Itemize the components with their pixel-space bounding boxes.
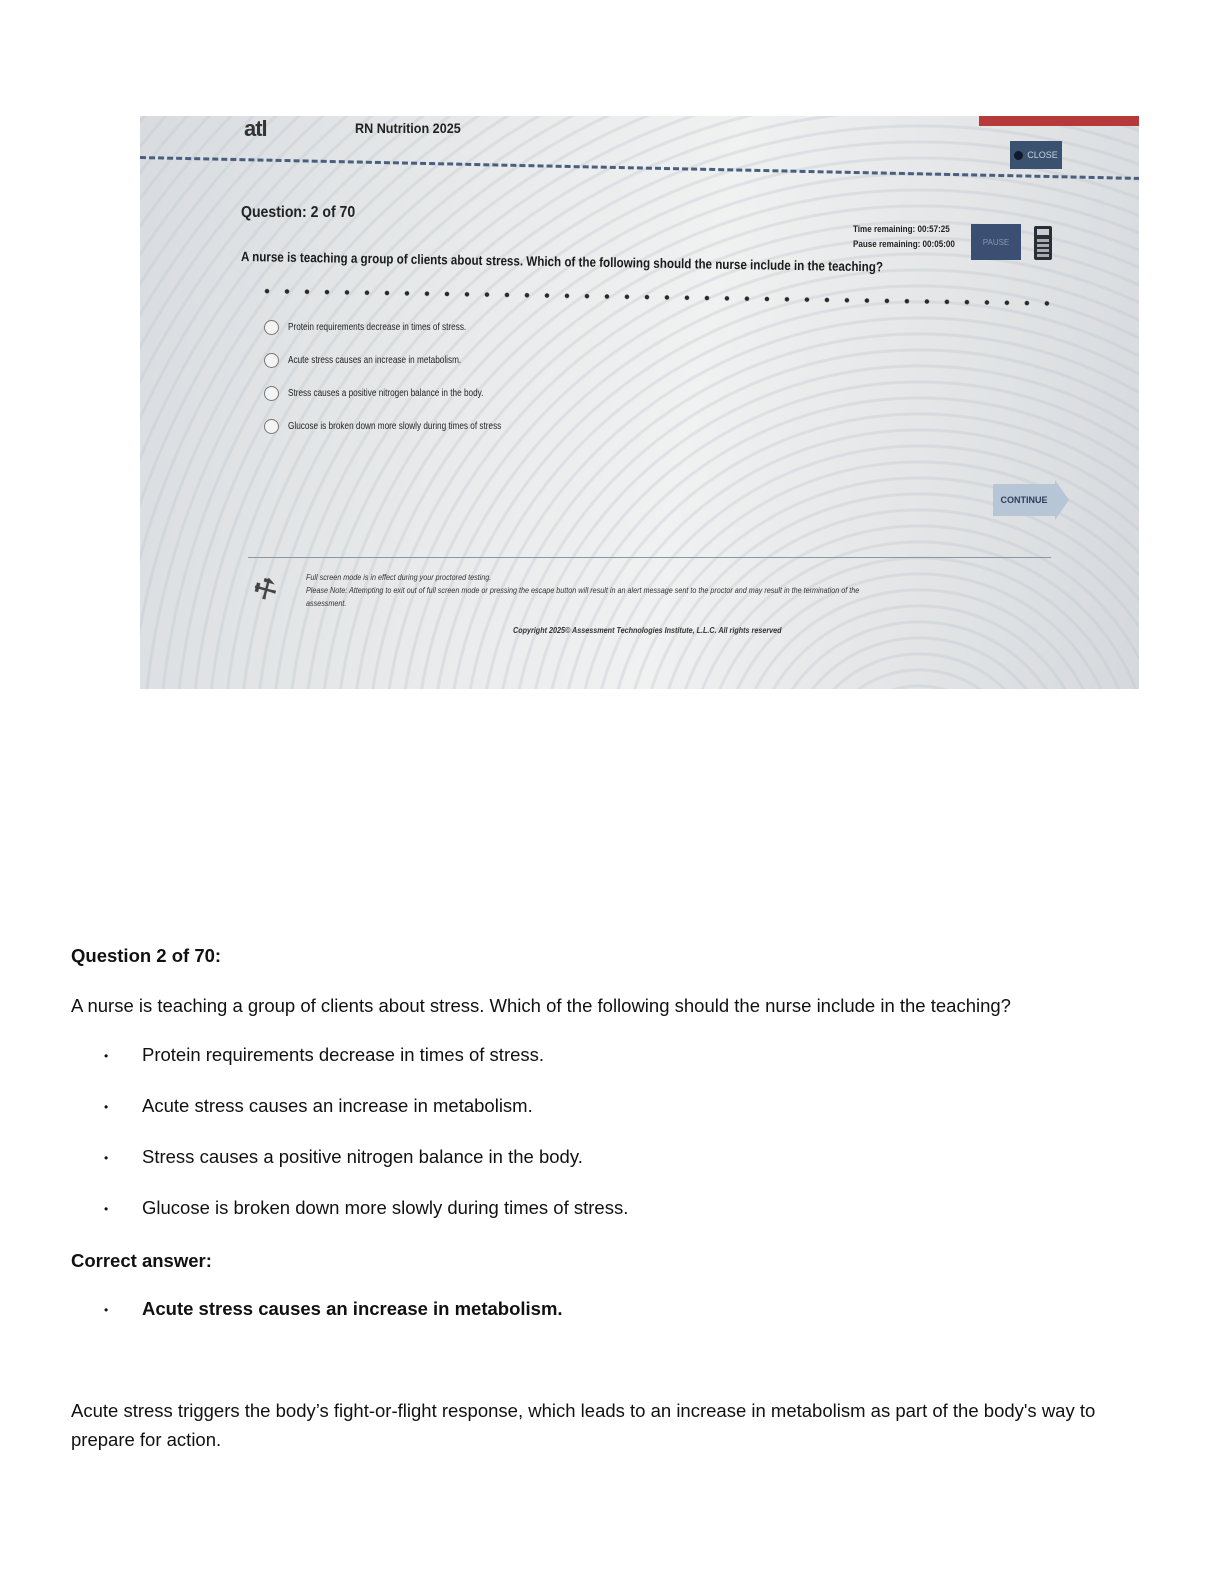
continue-button[interactable]: CONTINUE [993, 484, 1055, 516]
bullet: • [104, 1100, 109, 1114]
notice-line: Please Note: Attempting to exit out of full screen mode or pressing the escape button will result in an alert message sent to the proctor and may result in the termination of the [306, 586, 860, 595]
exam-title: RN Nutrition 2025 [355, 120, 461, 136]
option-label: Stress causes a positive nitrogen balance in the body. [288, 388, 484, 399]
bullet: • [104, 1202, 109, 1216]
bullet: • [104, 1303, 109, 1317]
correct-answer-heading: Correct answer: [71, 1250, 212, 1271]
option-text: Protein requirements decrease in times of stress. [142, 1044, 545, 1065]
dotted-separator [257, 287, 1057, 308]
list-item [104, 1197, 628, 1248]
time-remaining: Time remaining: 00:57:25 [853, 224, 950, 235]
close-icon [1014, 151, 1023, 160]
option-label: Protein requirements decrease in times of stress. [288, 322, 467, 333]
correct-answer-list [104, 1298, 563, 1322]
answer-option[interactable] [264, 311, 548, 344]
answer-option[interactable] [264, 410, 548, 443]
notice-line: assessment. [306, 599, 347, 608]
question-counter: Question: 2 of 70 [241, 204, 356, 221]
exam-screenshot-photo [140, 116, 1139, 689]
timers [853, 222, 955, 252]
list-item [104, 1146, 628, 1197]
option-label: Glucose is broken down more slowly during times of stress [288, 421, 502, 432]
option-text: Acute stress causes an increase in metabolism. [142, 1095, 533, 1116]
option-text: Glucose is broken down more slowly during times of stress. [142, 1197, 629, 1218]
bullet: • [104, 1049, 109, 1063]
answer-option[interactable] [264, 344, 548, 377]
continue-arrow-icon[interactable] [1055, 480, 1069, 520]
question-text: A nurse is teaching a group of clients about stress. Which of the following should the nurse include in the teaching? [71, 995, 1011, 1016]
copyright: Copyright 2025© Assessment Technologies Institute, L.L.C. All rights reserved [513, 626, 782, 635]
close-button-label: CLOSE [1027, 150, 1058, 160]
explanation-text: Acute stress triggers the body’s fight-or-flight response, which leads to an increase in metabolism as part of the body's way to prepare for action. [71, 1400, 1096, 1450]
radio-button[interactable] [264, 320, 279, 335]
ati-logo: atl [244, 116, 267, 141]
radio-button[interactable] [264, 353, 279, 368]
footer-divider [248, 557, 1051, 558]
answer-option[interactable] [264, 377, 548, 410]
radio-button[interactable] [264, 419, 279, 434]
wrench-icon: ⚒ [247, 570, 284, 608]
answer-options [264, 311, 548, 443]
pause-button[interactable]: PAUSE [971, 224, 1021, 260]
list-item [104, 1298, 563, 1322]
proctor-notice [306, 571, 1026, 610]
option-list [104, 1044, 628, 1248]
question-stem: A nurse is teaching a group of clients about stress. Which of the following should the nurse include in the teaching? [240, 249, 884, 275]
notice-line: Full screen mode is in effect during your proctored testing. [306, 573, 492, 582]
calculator-icon[interactable] [1034, 226, 1052, 260]
window-edge [979, 116, 1139, 126]
list-item [104, 1044, 628, 1095]
correct-answer-text: Acute stress causes an increase in metabolism. [142, 1298, 563, 1319]
pause-remaining: Pause remaining: 00:05:00 [853, 239, 955, 250]
close-button[interactable] [1010, 141, 1062, 169]
bullet: • [104, 1151, 109, 1165]
header-divider [140, 156, 1139, 180]
radio-button[interactable] [264, 386, 279, 401]
list-item [104, 1095, 628, 1146]
option-label: Acute stress causes an increase in metabolism. [288, 355, 462, 366]
question-heading: Question 2 of 70: [71, 945, 222, 966]
option-text: Stress causes a positive nitrogen balance in the body. [142, 1146, 583, 1167]
